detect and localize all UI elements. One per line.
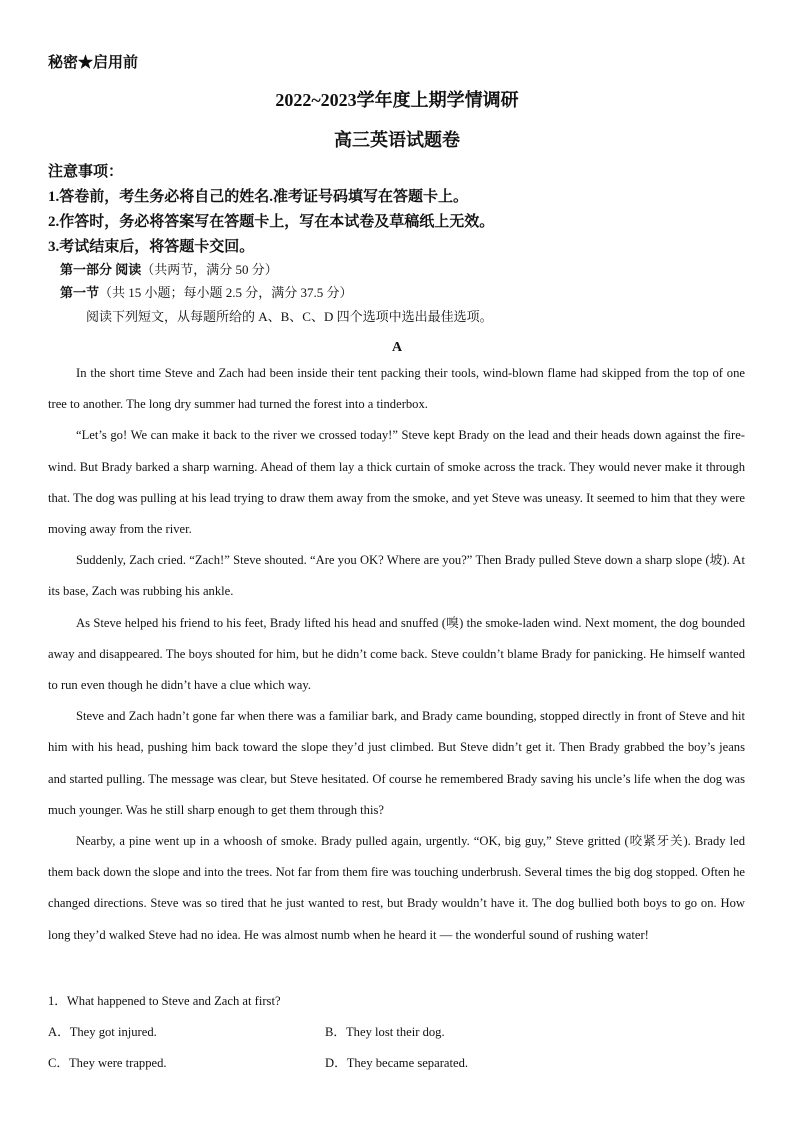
option-b: B．They lost their dog. [325,1025,445,1039]
exam-title: 2022~2023学年度上期学情调研 [275,90,519,110]
option-a: A．They got injured. [48,1025,157,1039]
part-title: 第一部分 阅读 [60,262,142,277]
section-heading [60,282,353,301]
section-directions: 阅读下列短文，从每题所给的 A、B、C、D 四个选项中选出最佳选项。 [86,309,493,324]
question-stem: 1．What happened to Steve and Zach at first? [48,994,281,1008]
passage-paragraph: Nearby, a pine went up in a whoosh of smoke. Brady pulled again, urgently. “OK, big guy,” Steve gritted (咬紧牙关). Brady led them back down the slope and into the trees. Not far from them fire was touching underbrush. Several times the big dog stopped. Often he changed directions. Steve was so tired that he just wanted to rest, but Brady wouldn’t have it. The dog bullied both boys to go on. How long they’d walked Steve had no idea. He was almost numb when he heard it — the wonderful sound of rushing water! [48,834,745,942]
option-c: C．They were trapped. [48,1056,167,1070]
exam-subtitle: 高三英语试题卷 [334,130,460,150]
passage-body [48,358,745,951]
section-info: （共 15 小题；每小题 2.5 分，满分 37.5 分） [99,285,353,300]
passage-paragraph: As Steve helped his friend to his feet, Brady lifted his head and snuffed (嗅) the smoke-laden wind. Next moment, the dog bounded away and disappeared. The boys shouted for him, but he didn’t come back. Steve couldn’t blame Brady for panicking. He himself wanted to run even though he didn’t have a clue which way. [48,615,745,693]
notice-heading: 注意事项： [48,164,124,180]
passage-label: A [391,340,403,355]
notice-item: 3.考试结束后，将答题卡交回。 [48,239,255,255]
confidential-label: 秘密★启用前 [48,55,139,71]
passage-paragraph: Suddenly, Zach cried. “Zach!” Steve shouted. “Are you OK? Where are you?” Then Brady pulled Steve down a sharp slope (坡). At its base, Zach was rubbing his ankle. [48,553,745,599]
passage-paragraph: In the short time Steve and Zach had been inside their tent packing their tools, wind-blown flame had skipped from the top of one tree to another. The long dry summer had turned the forest into a tinderbox. [48,366,745,412]
part-info: （共两节，满分 50 分） [141,262,278,277]
passage-paragraph: “Let’s go! We can make it back to the river we crossed today!” Steve kept Brady on the lead and their heads down against the fire-wind. But Brady barked a sharp warning. Ahead of them lay a thick curtain of smoke across the track. They would never make it through that. The dog was pulling at his lead trying to draw them away from the smoke, and yet Steve was uneasy. It seemed to him that they were moving away from the river. [48,428,745,537]
passage-paragraph: Steve and Zach hadn’t gone far when there was a familiar bark, and Brady came bounding, stopped directly in front of Steve and hit him with his head, pushing him back toward the slope they’d just climbed. But Steve didn’t get it. Then Brady grabbed the boy’s jeans and started pulling. The message was clear, but Steve hesitated. Of course he remembered Brady saving his uncle’s life when the dog was much younger. Was he still sharp enough to get them through this? [48,709,745,817]
option-d: D．They became separated. [325,1056,469,1070]
section-title: 第一节 [60,285,100,300]
notice-item: 1.答卷前，考生务必将自己的姓名.准考证号码填写在答题卡上。 [48,189,469,205]
notice-item: 2.作答时，务必将答案写在答题卡上，写在本试卷及草稿纸上无效。 [48,214,495,230]
part-heading [60,259,278,278]
